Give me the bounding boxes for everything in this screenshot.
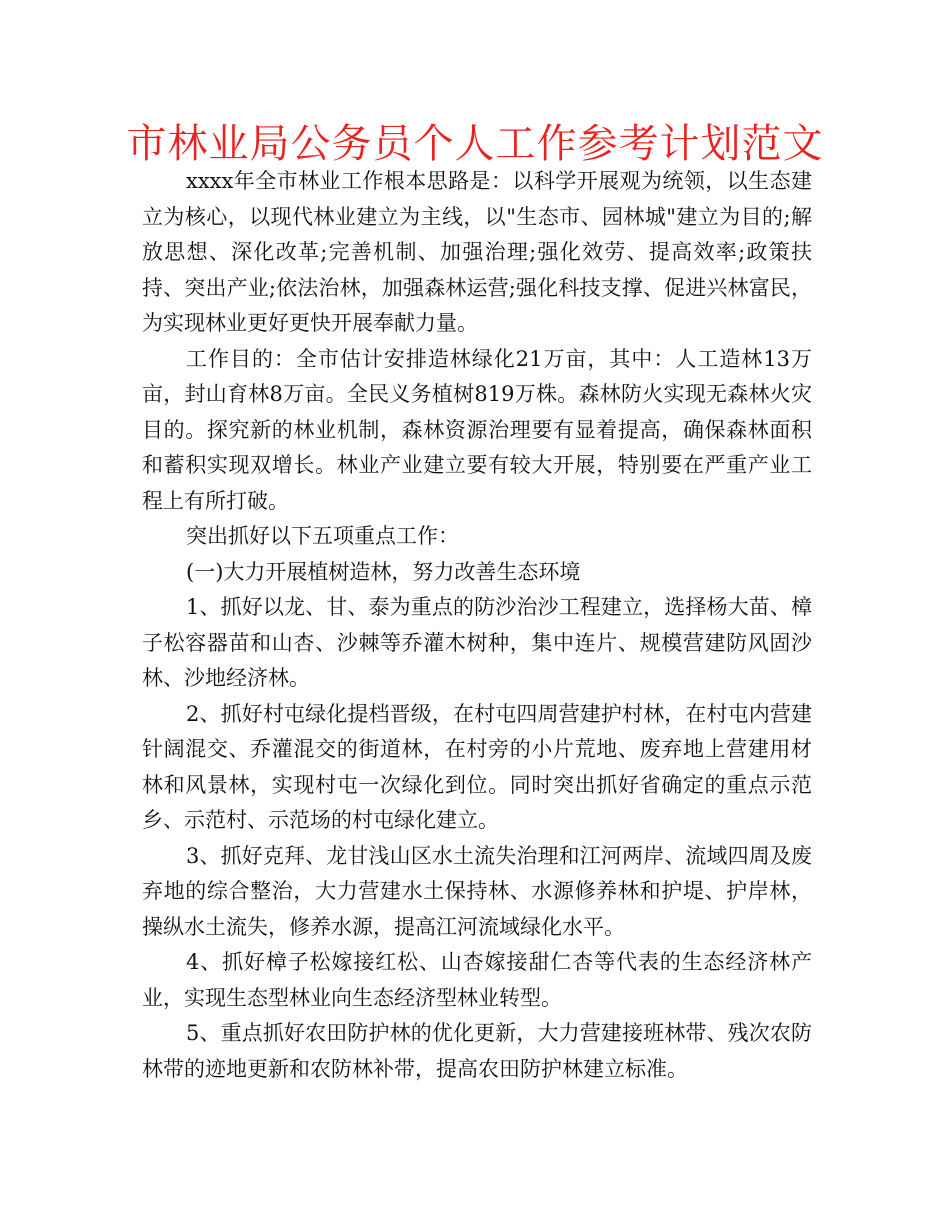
section-heading-1: (一)大力开展植树造林，努力改善生态环境 <box>186 559 581 584</box>
list-item-5: 5、重点抓好农田防护林的优化更新，大力营建接班林带、残次农防林带的迹地更新和农防林补带，提高农田防护林建立标准。 <box>142 1021 812 1081</box>
document-body <box>142 164 812 1087</box>
paragraph-goals: 工作目的：全市估计安排造林绿化21万亩，其中：人工造林13万亩，封山育林8万亩。全民义务植树819万株。森林防火实现无森林火灾目的。探究新的林业机制，森林资源治理要有显着提高，确保森林面积和蓄积实现双增长。林业产业建立要有较大开展，特别要在严重产业工程上有所打破。 <box>142 346 812 513</box>
document-title: 市林业局公务员个人工作参考计划范文 <box>126 121 824 167</box>
list-item-4: 4、抓好樟子松嫁接红松、山杏嫁接甜仁杏等代表的生态经济林产业，实现生态型林业向生态经济型林业转型。 <box>142 950 812 1010</box>
list-item-2: 2、抓好村屯绿化提档晋级，在村屯四周营建护村林，在村屯内营建针阔混交、乔灌混交的街道林，在村旁的小片荒地、废弃地上营建用材林和风景林，实现村屯一次绿化到位。同时突出抓好省确定的重点示范乡、示范村、示范场的村屯绿化建立。 <box>142 701 812 832</box>
list-item-1: 1、抓好以龙、甘、泰为重点的防沙治沙工程建立，选择杨大苗、樟子松容器苗和山杏、沙棘等乔灌木树种，集中连片、规模营建防风固沙林、沙地经济林。 <box>142 595 812 690</box>
paragraph-key-tasks-intro: 突出抓好以下五项重点工作： <box>186 524 459 548</box>
list-item-3: 3、抓好克拜、龙甘浅山区水土流失治理和江河两岸、流域四周及废弃地的综合整治，大力营建水土保持林、水源修养林和护堤、护岸林，操纵水土流失，修养水源，提高江河流域绿化水平。 <box>142 843 812 939</box>
paragraph-overview: xxxx年全市林业工作根本思路是：以科学开展观为统领，以生态建立为核心，以现代林业建立为主线，以"生态市、园林城"建立为目的;解放思想、深化改革;完善机制、加强治理;强化效劳、提高效率;政策扶持、突出产业;依法治林，加强森林运营;强化科技支撑、促进兴林富民，为实现林业更好更快开展奉献力量。 <box>142 169 812 335</box>
